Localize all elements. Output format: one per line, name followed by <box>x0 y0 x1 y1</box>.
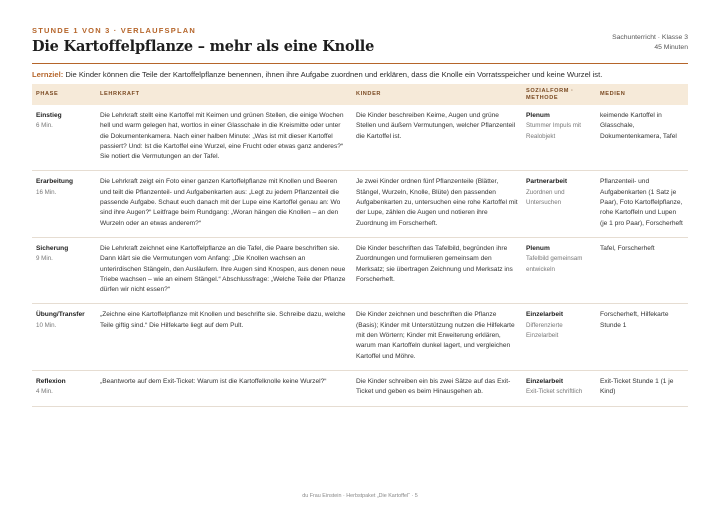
phase-name: Übung/Transfer <box>36 311 85 319</box>
social-form-cell <box>522 171 596 237</box>
page-title: Die Kartoffelpflanze – mehr als eine Knolle <box>32 38 375 55</box>
header-divider <box>32 63 688 64</box>
header-phase: PHASE <box>32 84 96 105</box>
kids-cell: Die Kinder schreiben ein bis zwei Sätze auf das Exit-Ticket und geben es beim Hinausgehen ab. <box>352 370 522 406</box>
table-row <box>32 105 688 171</box>
kids-cell: Die Kinder zeichnen und beschriften die Pflanze (Basis); Kinder mit Unterstützung nutzen die Hilfekarte mit den Wörtern; Kinder mit Erweiterung erklären, warum man Kartoffeln dunkel lagert, und vergleichen Kartoffel und Möhre. <box>352 304 522 370</box>
table-row <box>32 171 688 237</box>
social-form-cell <box>522 237 596 303</box>
media-cell: Pflanzenteil- und Aufgabenkarten (1 Satz je Paar), Foto Kartoffelpflanze, rohe Kartoffeln und Lupen (je 1 pro Paar), Forscherheft <box>596 171 688 237</box>
learning-goal-label: Lernziel: <box>32 70 64 79</box>
phase-cell <box>32 370 96 406</box>
phase-name: Einstieg <box>36 112 62 119</box>
teacher-cell: Die Lehrkraft stellt eine Kartoffel mit Keimen und grünen Stellen, die einige Wochen hell und warm gelegen hat, wortlos in einer Glasschale in die Kreismitte oder unter die Dokumentenkamera. Nach einer halben Minute: „Was ist mit dieser Kartoffel passiert? Und: Ist die Kartoffel eine Wurzel, eine Frucht oder etwas ganz anderes?“ Sie notiert die Vermutungen an der Tafel. <box>96 105 352 171</box>
method-description: Stummer Impuls mit Realobjekt <box>526 122 582 140</box>
kids-cell: Die Kinder beschreiben Keime, Augen und grüne Stellen und äußern Vermutungen, welcher Pflanzenteil die Kartoffel ist. <box>352 105 522 171</box>
media-cell: Tafel, Forscherheft <box>596 237 688 303</box>
phase-name: Reflexion <box>36 377 66 385</box>
social-form-cell <box>522 370 596 406</box>
media-cell: keimende Kartoffel in Glasschale, Dokumentenkamera, Tafel <box>596 105 688 171</box>
table-row <box>32 304 688 370</box>
phase-duration: 4 Min. <box>36 388 53 396</box>
method-description: Exit-Ticket schriftlich <box>526 388 583 396</box>
teacher-cell: Die Lehrkraft zeichnet eine Kartoffelpflanze an die Tafel, die Paare beschriften sie. Dann klärt sie die Vermutungen vom Anfang: „Die Knollen wachsen an unterirdischen Stängeln, den Ausläufern. Ihre Augen sind Knospen, aus denen neue Triebe wachsen – wie an einem Stängel.“ Abschlussfrage: „Welche Teile der Pflanze dürfen wir nicht essen?“ <box>96 237 352 303</box>
phase-duration: 16 Min. <box>36 188 57 196</box>
lesson-duration: 45 Minuten <box>654 44 688 51</box>
social-form-name: Einzelarbeit <box>526 311 564 319</box>
social-form-name: Plenum <box>526 244 550 252</box>
lesson-kicker: STUNDE 1 VON 3 · VERLAUFSPLAN <box>32 26 196 35</box>
subject-grade: Sachunterricht · Klasse 3 <box>612 34 688 41</box>
header-social-form: SOZIALFORM · METHODE <box>522 84 596 105</box>
social-form-cell <box>522 304 596 370</box>
social-form-name: Einzelarbeit <box>526 377 564 385</box>
phase-name: Sicherung <box>36 244 69 252</box>
social-form-cell <box>522 105 596 171</box>
header-kids: KINDER <box>352 84 522 105</box>
phase-duration: 10 Min. <box>36 321 57 329</box>
kids-cell: Je zwei Kinder ordnen fünf Pflanzenteile (Blätter, Stängel, Wurzeln, Knolle, Blüte) den passenden Aufgabenkarten zu, untersuchen eine rohe Kartoffel mit der Lupe, zählen die Augen und notieren ihre Zuordnung im Forscherheft. <box>352 171 522 237</box>
header-media: MEDIEN <box>596 84 688 105</box>
phase-cell <box>32 171 96 237</box>
phase-duration: 9 Min. <box>36 255 53 263</box>
media-cell: Forscherheft, Hilfekarte Stunde 1 <box>596 304 688 370</box>
social-form-name: Plenum <box>526 112 550 119</box>
phase-cell <box>32 304 96 370</box>
table-header-row <box>32 84 688 105</box>
phase-cell <box>32 105 96 171</box>
table-row <box>32 370 688 406</box>
teacher-cell: „Zeichne eine Kartoffelpflanze mit Knollen und beschrifte sie. Schreibe dazu, welche Teile giftig sind.“ Die Hilfekarte liegt auf dem Pult. <box>96 304 352 370</box>
method-description: Differenzierte Einzelarbeit <box>526 321 563 340</box>
learning-goal <box>32 70 688 79</box>
phase-cell <box>32 237 96 303</box>
social-form-name: Partnerarbeit <box>526 178 568 186</box>
lesson-plan-page <box>32 26 688 407</box>
phase-name: Erarbeitung <box>36 178 74 186</box>
page-footer: du Frau Einstein · Herbstpaket „Die Kartoffel“ · 5 <box>302 493 418 499</box>
lesson-plan-table <box>32 84 688 407</box>
teacher-cell: Die Lehrkraft zeigt ein Foto einer ganzen Kartoffelpflanze mit Knollen und Beeren und teilt die Pflanzenteil- und Aufgabenkarten aus: „Legt zu jedem Pflanzenteil die passende Aufgabe. Schaut euch danach mit der Lupe eine Kartoffel genau an: Wo sind ihre Augen?“ Leitfrage beim Rundgang: „Woran hängen die Knollen – an den Wurzeln oder an etwas anderem?“ <box>96 171 352 237</box>
media-cell: Exit-Ticket Stunde 1 (1 je Kind) <box>596 370 688 406</box>
method-description: Tafelbild gemeinsam entwickeln <box>526 255 583 273</box>
learning-goal-text: Die Kinder können die Teile der Kartoffelpflanze benennen, ihnen ihre Aufgabe zuordnen und erklären, dass die Knolle ein Vorratsspeicher und keine Wurzel ist. <box>63 70 603 79</box>
header-teacher: LEHRKRAFT <box>96 84 352 105</box>
method-description: Zuordnen und Untersuchen <box>526 188 565 207</box>
phase-duration: 6 Min. <box>36 122 53 130</box>
lesson-meta <box>612 33 688 53</box>
kids-cell: Die Kinder beschriften das Tafelbild, begründen ihre Zuordnungen und formulieren gemeinsam den Merksatz; sie übertragen Zeichnung und Merksatz ins Forscherheft. <box>352 237 522 303</box>
teacher-cell: „Beantworte auf dem Exit-Ticket: Warum ist die Kartoffelknolle keine Wurzel?“ <box>96 370 352 406</box>
table-row <box>32 237 688 303</box>
